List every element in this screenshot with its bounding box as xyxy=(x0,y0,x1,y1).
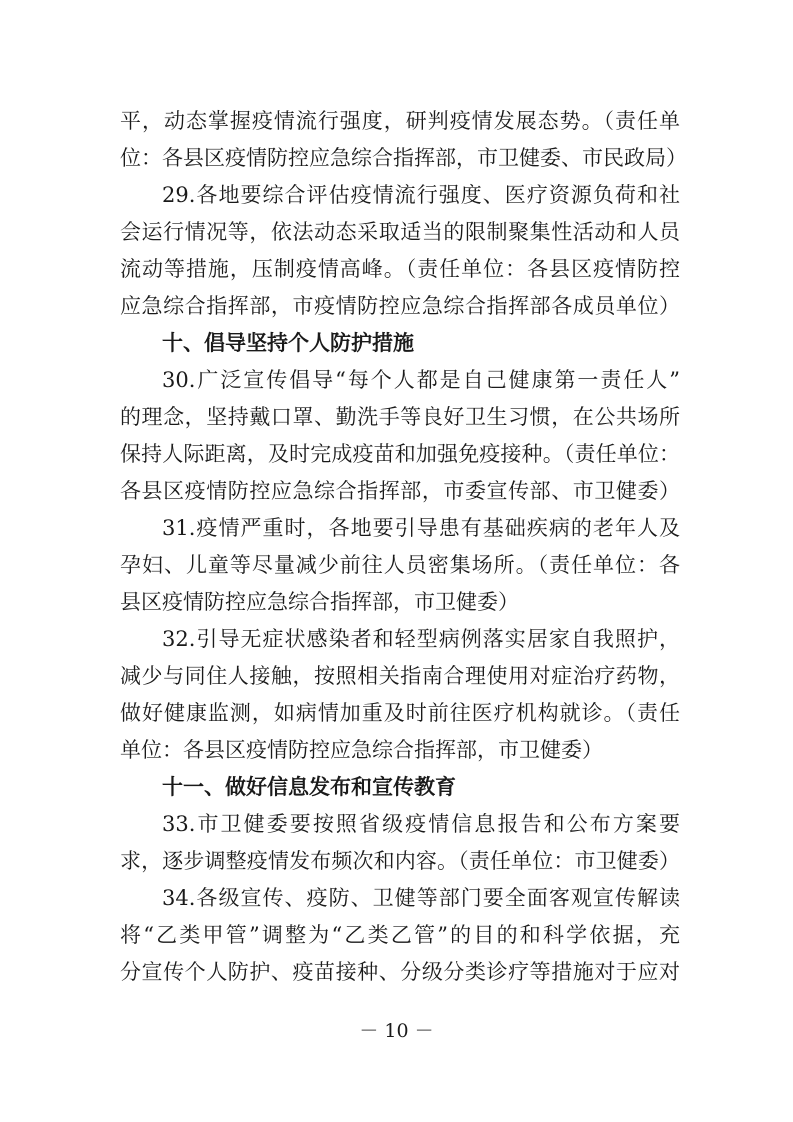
section-heading: 十一、做好信息发布和宣传教育 xyxy=(162,775,456,799)
body-text-line: 将“乙类甲管”调整为“乙类乙管”的目的和科学依据，充 xyxy=(120,923,680,947)
body-text-line: 县区疫情防控应急综合指挥部，市卫健委） xyxy=(120,590,519,614)
body-text-line: 平，动态掌握疫情流行强度，研判疫情发展态势。（责任单 xyxy=(120,109,680,133)
body-text-line: 分宣传个人防护、疫苗接种、分级分类诊疗等措施对于应对 xyxy=(120,960,680,984)
body-text-line: 会运行情况等，依法动态采取适当的限制聚集性活动和人员 xyxy=(120,220,680,244)
body-text-line: 30.广泛宣传倡导“每个人都是自己健康第一责任人” xyxy=(162,368,680,392)
body-text-line: 求，逐步调整疫情发布频次和内容。（责任单位：市卫健委） xyxy=(120,849,680,873)
body-text-line: 34.各级宣传、疫防、卫健等部门要全面客观宣传解读 xyxy=(162,886,680,910)
body-text-line: 流动等措施，压制疫情高峰。（责任单位：各县区疫情防控 xyxy=(120,257,680,281)
body-text-line: 单位：各县区疫情防控应急综合指挥部，市卫健委） xyxy=(120,738,603,762)
body-text-line: 保持人际距离，及时完成疫苗和加强免疫接种。（责任单位： xyxy=(120,442,680,466)
body-text-line: 33.市卫健委要按照省级疫情信息报告和公布方案要 xyxy=(162,812,680,836)
body-text-line: 做好健康监测，如病情加重及时前往医疗机构就诊。（责任 xyxy=(120,701,680,725)
page-number: － 10 － xyxy=(359,1020,434,1042)
section-heading: 十、倡导坚持个人防护措施 xyxy=(162,331,414,355)
body-text-line: 的理念，坚持戴口罩、勤洗手等良好卫生习惯，在公共场所 xyxy=(120,405,680,429)
body-text-line: 位：各县区疫情防控应急综合指挥部，市卫健委、市民政局） xyxy=(120,146,687,170)
body-text-line: 孕妇、儿童等尽量减少前往人员密集场所。（责任单位：各 xyxy=(120,553,680,577)
body-text-line: 29.各地要综合评估疫情流行强度、医疗资源负荷和社 xyxy=(162,183,680,207)
body-text-line: 32.引导无症状感染者和轻型病例落实居家自我照护， xyxy=(162,627,680,651)
body-text-line: 减少与同住人接触，按照相关指南合理使用对症治疗药物， xyxy=(120,664,680,688)
body-text-line: 应急综合指挥部，市疫情防控应急综合指挥部各成员单位） xyxy=(120,294,680,318)
body-text-line: 31.疫情严重时，各地要引导患有基础疾病的老年人及 xyxy=(162,516,680,540)
body-text-line: 各县区疫情防控应急综合指挥部，市委宣传部、市卫健委） xyxy=(120,479,680,503)
